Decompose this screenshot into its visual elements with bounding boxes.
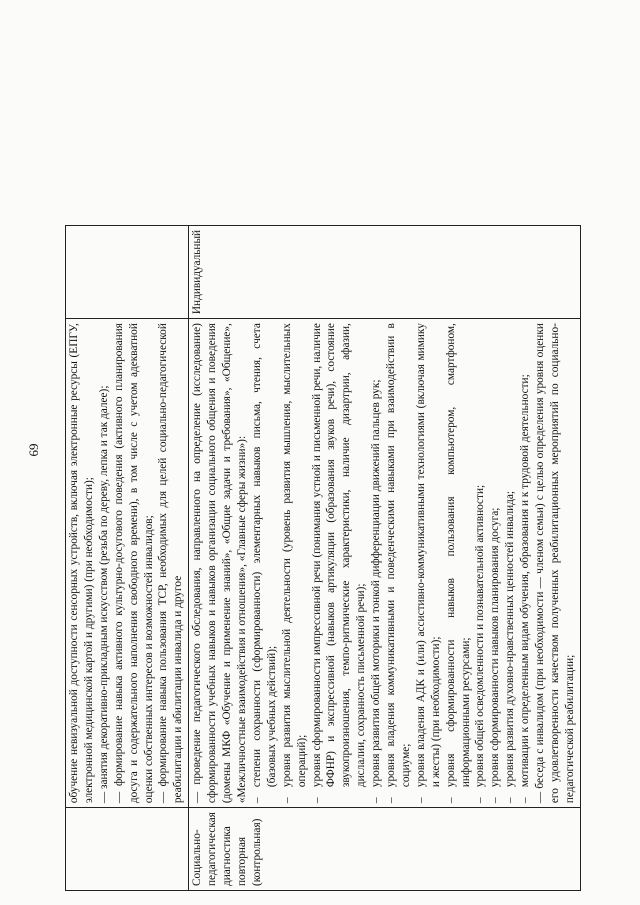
list-item (369, 323, 384, 803)
list-item-text: уровня сформированности импрессивной речи (понимания устной и письменной речи, наличие ФФНР) и экспрессивной (навыков артикуляции (образования звуков речи), состояние звукопроизношения, темпо-ритмические характеристики, наличие дизартрии, афазии, дислалии, сохранность письменной речи); (310, 323, 368, 788)
dash-marker: – (370, 797, 383, 804)
rehabilitation-table (65, 225, 581, 891)
list-item-text: уровня общей осведомленности и познавательной активности; (474, 484, 487, 788)
list-item (280, 323, 310, 803)
content-cell (189, 319, 581, 808)
list-item-text: уровня владения АДК и (или) ассистивно-коммуникативными технологиями (включая мимику и жесты) (при необходимости); (414, 323, 442, 788)
list-item-text: уровня развития духовно-нравственных ценностей инвалида; (504, 490, 517, 788)
closing-text: — беседа с инвалидом (при необходимости — членом семьи) с целью определения уровня оценки его удовлетворенности качеством полученных реабилитационных мероприятий по социально-педагогической реабилитации; (534, 323, 576, 804)
content-line: — занятия декоративно-прикладным искусством (резьба по дереву, лепка и так далее); (97, 385, 110, 804)
list-item-text: уровня владения коммуникативными и поведенческими навыками при взаимодействии в социуме; (385, 323, 412, 788)
list-item-text: уровня развития общей моторики и тонкой дифференциации движений пальцев рук; (370, 379, 383, 788)
dash-marker: – (250, 797, 263, 804)
list-item (250, 323, 280, 803)
dash-marker: – (474, 797, 487, 804)
form-cell (66, 225, 189, 318)
stage-cell (66, 808, 189, 891)
list-item-text: уровня сформированности навыков пользования компьютером, смартфоном, информационными ресурсами; (444, 323, 472, 788)
stage-text: Социально-педагогическая диагностика повторная (контрольная) (191, 812, 263, 886)
list-item (384, 323, 414, 803)
list-item (503, 323, 518, 803)
dash-marker: – (414, 797, 427, 804)
page-number: 69 (26, 443, 41, 457)
list-item (518, 323, 533, 803)
dash-marker: – (385, 797, 398, 804)
list-item (488, 323, 503, 803)
dash-marker: – (280, 797, 293, 804)
table-row (66, 225, 189, 890)
form-cell (189, 225, 581, 318)
list-item-text: степени сохранности (сформированности) элементарных навыков письма, чтения, счета (базовых учебных действий); (250, 323, 278, 788)
list-item (414, 323, 444, 803)
content-line: — формирование навыка пользования ТСР, необходимых для целей социально-педагогической реабилитации и абилитации инвалида и другое (157, 323, 185, 804)
list-item (310, 323, 370, 803)
list-item (444, 323, 474, 803)
list-item (473, 323, 488, 803)
dash-marker: – (310, 797, 323, 804)
list-item-text: уровня развития мыслительной деятельности (уровень развития мышления, мыслительных операций); (280, 323, 308, 788)
dash-marker: – (489, 797, 502, 804)
content-line: — формирование навыка активного культурно-досугового поведения (активного планирования досуга и содержательного наполнения свободного времени), в том числе с учетом адекватной оценки собственных интересов и возможностей инвалидов; (112, 323, 155, 804)
dash-marker: – (444, 797, 457, 804)
stage-cell (189, 808, 581, 891)
intro-text: — проведение педагогического обследования, направленного на определение (исследование) сформированности учебных навыков и навыков организации социального общения и поведения (домены МКФ «Обучение и применение знаний», «Общие задачи и требования», «Общение», «Межличностные взаимодействия и отношения», «Главные сферы жизни»): (191, 323, 248, 804)
dash-marker: – (504, 797, 517, 804)
content-cell (66, 319, 189, 808)
content-line: обучение невизуальной доступности сенсорных устройств, включая электронные ресурсы (ЕПГУ, электронной медицинской картой и другими) (при необходимости); (68, 323, 95, 804)
form-text: Индивидуальный (191, 229, 204, 315)
dash-marker: – (519, 797, 532, 804)
list-item-text: уровня сформированности навыков планирования досуга; (489, 507, 502, 788)
table-row (189, 225, 581, 890)
list-item-text: мотивации к определенным видам обучения, образования и к трудовой деятельности; (519, 374, 532, 788)
